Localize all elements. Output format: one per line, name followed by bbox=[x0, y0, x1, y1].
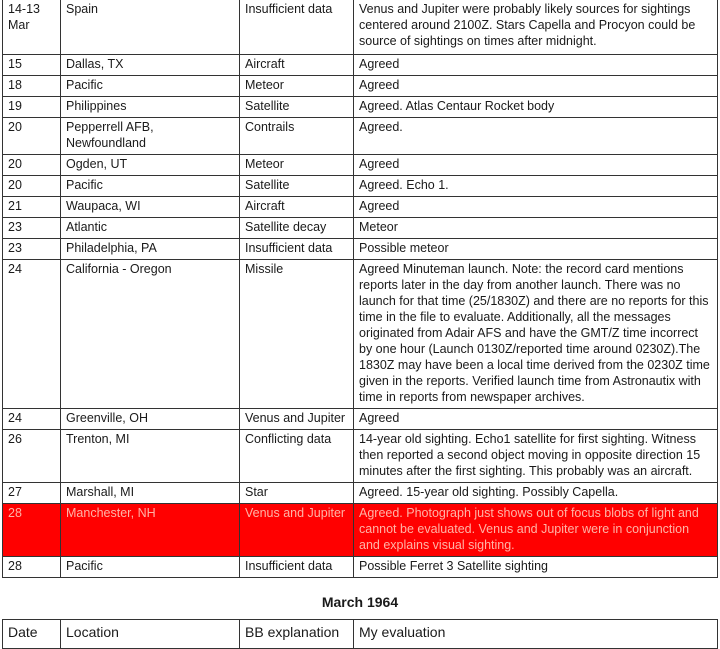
table-row bbox=[3, 76, 718, 97]
table-row bbox=[3, 239, 718, 260]
table-row bbox=[3, 218, 718, 239]
evaluation-cell: Meteor bbox=[354, 218, 718, 239]
evaluation-cell: Agreed. Atlas Centaur Rocket body bbox=[354, 97, 718, 118]
bb-explanation-cell: Star bbox=[240, 483, 354, 504]
date-cell: 26 bbox=[3, 430, 61, 483]
table-row bbox=[3, 409, 718, 430]
location-cell: Atlantic bbox=[61, 218, 240, 239]
date-cell: 24 bbox=[3, 409, 61, 430]
table-row bbox=[3, 176, 718, 197]
date-cell: 27 bbox=[3, 483, 61, 504]
location-cell: Pacific bbox=[61, 76, 240, 97]
bb-explanation-cell: Contrails bbox=[240, 118, 354, 155]
header-row bbox=[3, 620, 718, 649]
location-header: Location bbox=[61, 620, 240, 649]
evaluation-cell: Possible Ferret 3 Satellite sighting bbox=[354, 557, 718, 578]
bb-explanation-cell: Missile bbox=[240, 260, 354, 409]
table-row bbox=[3, 55, 718, 76]
evaluation-cell: Agreed. bbox=[354, 118, 718, 155]
location-cell: Philippines bbox=[61, 97, 240, 118]
date-cell: 19 bbox=[3, 97, 61, 118]
date-cell: 21 bbox=[3, 197, 61, 218]
bb-explanation-cell: Meteor bbox=[240, 155, 354, 176]
location-cell: Spain bbox=[61, 0, 240, 55]
evaluation-cell: Agreed bbox=[354, 409, 718, 430]
date-cell: 20 bbox=[3, 118, 61, 155]
location-cell: Pacific bbox=[61, 176, 240, 197]
bb-explanation-cell: Aircraft bbox=[240, 197, 354, 218]
evaluation-cell: Venus and Jupiter were probably likely sources for sightings centered around 2100Z. Stars Capella and Procyon could be source of sightings on times after midnight. bbox=[354, 0, 718, 55]
date-cell: 23 bbox=[3, 239, 61, 260]
bb-explanation-cell: Insufficient data bbox=[240, 557, 354, 578]
evaluation-cell: Agreed Minuteman launch. Note: the record card mentions reports later in the day from another launch. There was no launch for that time (25/1830Z) and there are no reports for this time in the file to evaluate. Additionally, all the messages originated from Adair AFS and have the GMT/Z time incorrect by one hour (Launch 0130Z/reported time around 0230Z).The 1830Z may have been a local time derived from the 0230Z time given in the reports. Verified launch time from Astronautix with time in reports from newspaper archives. bbox=[354, 260, 718, 409]
table-row bbox=[3, 0, 718, 55]
evaluation-cell: Agreed. Photograph just shows out of focus blobs of light and cannot be evaluated. Venus and Jupiter were in conjunction and explains visual sighting. bbox=[354, 504, 718, 557]
section-heading: March 1964 bbox=[321, 594, 399, 610]
evaluation-cell: Agreed. Echo 1. bbox=[354, 176, 718, 197]
location-cell: Waupaca, WI bbox=[61, 197, 240, 218]
location-cell: Ogden, UT bbox=[61, 155, 240, 176]
bb-explanation-cell: Meteor bbox=[240, 76, 354, 97]
bb-explanation-cell: Insufficient data bbox=[240, 239, 354, 260]
date-cell: 24 bbox=[3, 260, 61, 409]
date-cell: 28 bbox=[3, 557, 61, 578]
bb-explanation-cell: Conflicting data bbox=[240, 430, 354, 483]
date-cell: 20 bbox=[3, 155, 61, 176]
table-row bbox=[3, 155, 718, 176]
evaluation-cell: Agreed bbox=[354, 155, 718, 176]
date-cell: 14-13 Mar bbox=[3, 0, 61, 55]
date-cell: 20 bbox=[3, 176, 61, 197]
evaluation-cell: 14-year old sighting. Echo1 satellite for first sighting. Witness then reported a second object moving in opposite direction 15 minutes after the first sighting. This probably was an aircraft. bbox=[354, 430, 718, 483]
date-header: Date bbox=[3, 620, 61, 649]
table-row bbox=[3, 97, 718, 118]
bb-explanation-cell: Satellite bbox=[240, 97, 354, 118]
bb-explanation-cell: Satellite bbox=[240, 176, 354, 197]
date-cell: 28 bbox=[3, 504, 61, 557]
bb-explanation-cell: Insufficient data bbox=[240, 0, 354, 55]
location-cell: Manchester, NH bbox=[61, 504, 240, 557]
table-row bbox=[3, 118, 718, 155]
bb-explanation-cell: Aircraft bbox=[240, 55, 354, 76]
evaluation-cell: Agreed bbox=[354, 197, 718, 218]
bb-explanation-header: BB explanation bbox=[240, 620, 354, 649]
table-row bbox=[3, 260, 718, 409]
evaluation-cell: Agreed bbox=[354, 76, 718, 97]
table-row bbox=[3, 557, 718, 578]
date-cell: 18 bbox=[3, 76, 61, 97]
table-row bbox=[3, 430, 718, 483]
location-cell: Pacific bbox=[61, 557, 240, 578]
sightings-table bbox=[2, 0, 718, 578]
bb-explanation-cell: Satellite decay bbox=[240, 218, 354, 239]
location-cell: Marshall, MI bbox=[61, 483, 240, 504]
location-cell: Greenville, OH bbox=[61, 409, 240, 430]
location-cell: Pepperrell AFB, Newfoundland bbox=[61, 118, 240, 155]
date-cell: 23 bbox=[3, 218, 61, 239]
evaluation-header: My evaluation bbox=[354, 620, 718, 649]
evaluation-cell: Agreed bbox=[354, 55, 718, 76]
location-cell: California - Oregon bbox=[61, 260, 240, 409]
bb-explanation-cell: Venus and Jupiter bbox=[240, 504, 354, 557]
evaluation-cell: Agreed. 15-year old sighting. Possibly Capella. bbox=[354, 483, 718, 504]
table-row bbox=[3, 483, 718, 504]
date-cell: 15 bbox=[3, 55, 61, 76]
highlighted-row bbox=[3, 504, 718, 557]
location-cell: Philadelphia, PA bbox=[61, 239, 240, 260]
location-cell: Trenton, MI bbox=[61, 430, 240, 483]
evaluation-cell: Possible meteor bbox=[354, 239, 718, 260]
bb-explanation-cell: Venus and Jupiter bbox=[240, 409, 354, 430]
table-row bbox=[3, 197, 718, 218]
location-cell: Dallas, TX bbox=[61, 55, 240, 76]
